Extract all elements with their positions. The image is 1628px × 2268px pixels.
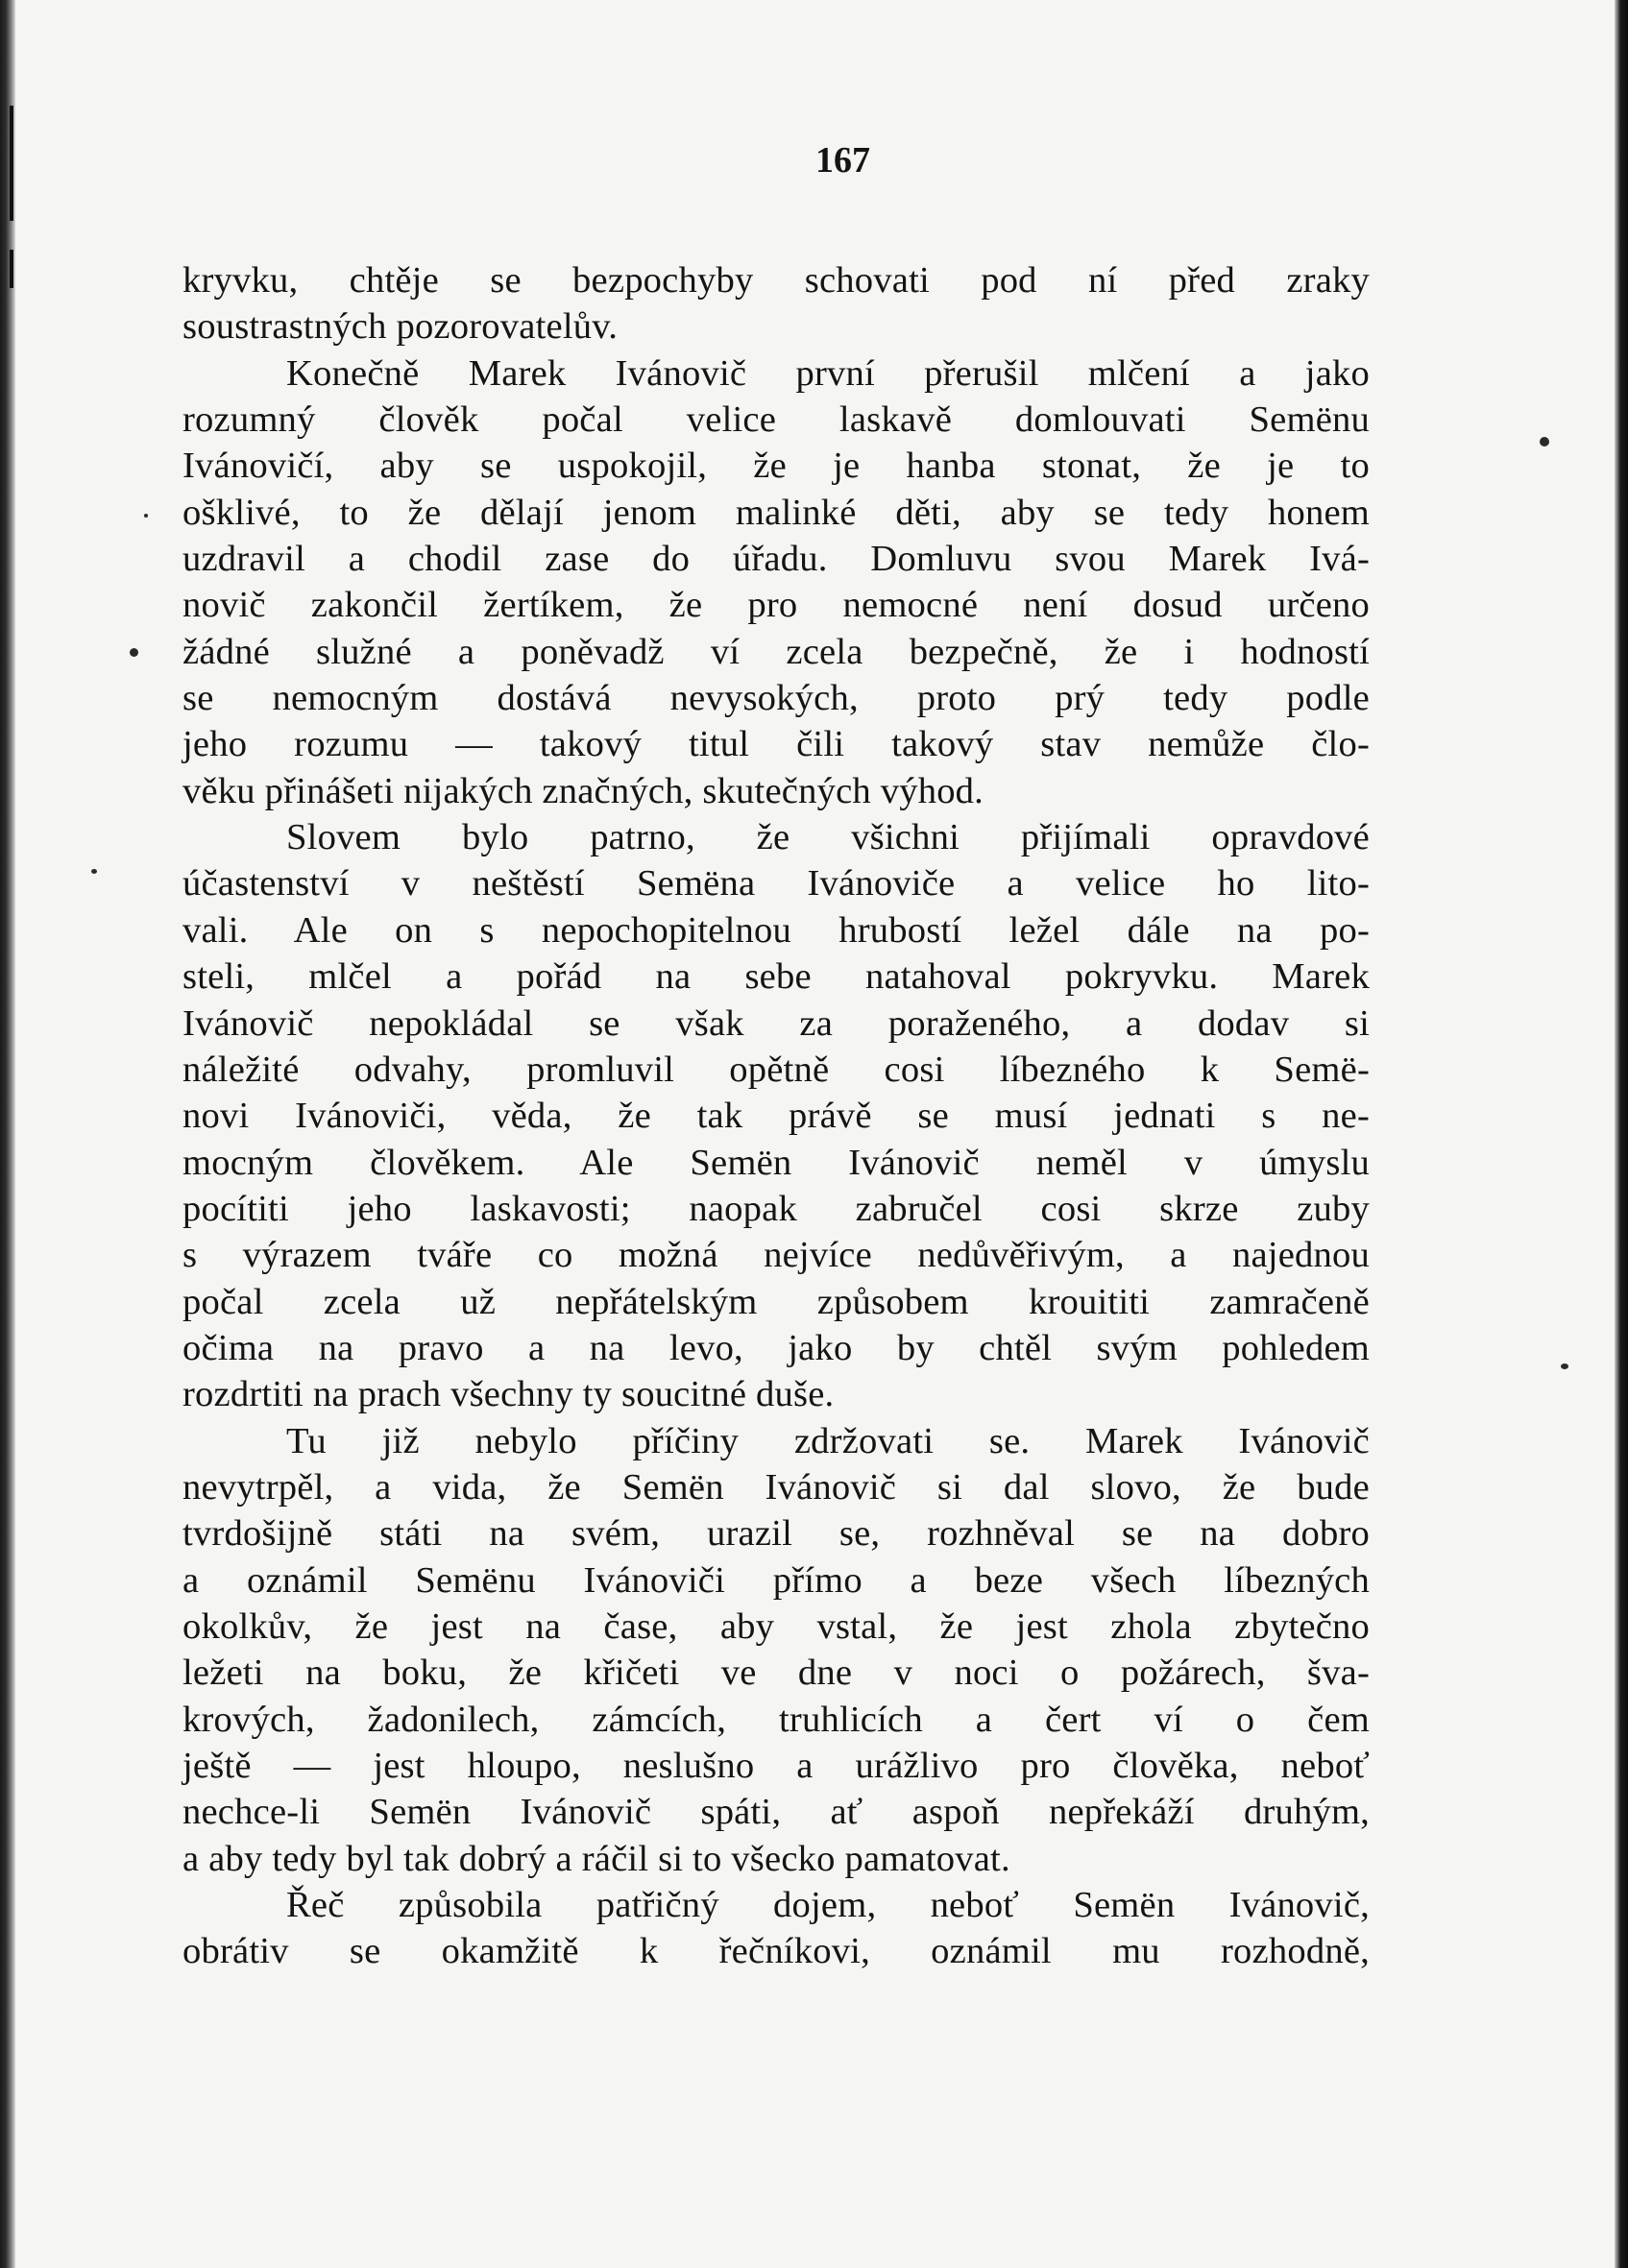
scan-speck (130, 648, 138, 657)
text-line: krových, žadonilech, zámcích, truhlicích a čert ví o čem (182, 1699, 1370, 1740)
text-line: věku přinášeti nijakých značných, skutečných výhod. (182, 770, 984, 811)
text-line: steli, mlčel a pořád na sebe natahoval pokryvku. Marek (182, 956, 1370, 998)
scan-speck (1540, 437, 1549, 446)
text-line: se nemocným dostává nevysokých, proto prý tedy podle (182, 678, 1370, 719)
left-binding-edge (0, 0, 15, 2268)
page-number: 167 (815, 140, 870, 181)
scan-speck (144, 514, 148, 518)
text-line: Konečně Marek Ivánovič první přerušil mlčení a jako (286, 352, 1370, 394)
text-line: s výrazem tváře co možná nejvíce nedůvěřivým, a najednou (182, 1235, 1370, 1276)
text-line: náležité odvahy, promluvil opětně cosi líbezného k Semë- (182, 1049, 1370, 1090)
text-line: nevytrpěl, a vida, že Semën Ivánovič si dal slovo, že bude (182, 1466, 1370, 1508)
text-line: Řeč způsobila patřičný dojem, neboť Semën Ivánovič, (286, 1885, 1370, 1926)
text-line: mocným člověkem. Ale Semën Ivánovič neměl v úmyslu (182, 1142, 1370, 1183)
text-line: ještě — jest hloupo, neslušno a urážlivo pro člověka, neboť (182, 1746, 1370, 1786)
scan-speck (1561, 1363, 1568, 1369)
text-line: rozumný člověk počal velice laskavě domlouvati Semënu (182, 399, 1370, 441)
text-line: očima na pravo a na levo, jako by chtěl svým pohledem (182, 1327, 1370, 1368)
scan-speck (91, 869, 97, 874)
text-line: Ivánovičí, aby se uspokojil, že je hanba stonat, že je to (182, 446, 1370, 487)
text-line: a oznámil Semënu Ivánoviči přímo a beze všech líbezných (182, 1559, 1370, 1601)
text-line: soustrastných pozorovatelův. (182, 306, 619, 348)
text-line: pocítiti jeho laskavosti; naopak zabručel cosi skrze zuby (182, 1188, 1370, 1229)
text-line: žádné služné a poněvadž ví zcela bezpečně, že i hodností (182, 631, 1370, 672)
text-line: ošklivé, to že dělají jenom malinké děti, aby se tedy honem (182, 492, 1370, 533)
text-line: jeho rozumu — takový titul čili takový stav nemůže člo- (182, 724, 1370, 765)
text-line: rozdrtiti na prach všechny ty soucitné duše. (182, 1374, 835, 1415)
text-line: okolkův, že jest na čase, aby vstal, že jest zhola zbytečno (182, 1605, 1370, 1647)
text-line: nechce-li Semën Ivánovič spáti, ať aspoň nepřekáží druhým, (182, 1792, 1370, 1833)
text-line: Slovem bylo patrno, že všichni přijímali opravdové (286, 817, 1370, 858)
text-line: a aby tedy byl tak dobrý a ráčil si to všecko pamatovat. (182, 1838, 1010, 1879)
text-line: vali. Ale on s nepochopitelnou hrubostí ležel dále na po- (182, 909, 1370, 951)
text-line: novi Ivánoviči, věda, že tak právě se musí jednati s ne- (182, 1096, 1370, 1137)
text-line: počal zcela už nepřátelským způsobem krouititi zamračeně (182, 1281, 1370, 1322)
text-line: ležeti na boku, že křičeti ve dne v noci o požárech, šva- (182, 1653, 1370, 1694)
text-line: Ivánovič nepokládal se však za poraženého, a dodav si (182, 1002, 1370, 1044)
text-line: uzdravil a chodil zase do úřadu. Domluvu svou Marek Ivá- (182, 539, 1370, 580)
text-line: kryvku, chtěje se bezpochyby schovati pod ní před zraky (182, 260, 1370, 301)
body-text (182, 257, 1370, 1975)
text-line: účastenství v neštěstí Semëna Ivánoviče a velice ho lito- (182, 863, 1370, 905)
text-line: obrátiv se okamžitě k řečníkovi, oznámil mu rozhodně, (182, 1931, 1370, 1972)
binding-mark (10, 250, 13, 288)
text-line: Tu již nebylo příčiny zdržovati se. Marek Ivánovič (286, 1420, 1370, 1461)
right-page-edge (1615, 0, 1628, 2268)
text-line: novič zakončil žertíkem, že pro nemocné není dosud určeno (182, 585, 1370, 626)
text-line: tvrdošijně státi na svém, urazil se, rozhněval se na dobro (182, 1513, 1370, 1555)
